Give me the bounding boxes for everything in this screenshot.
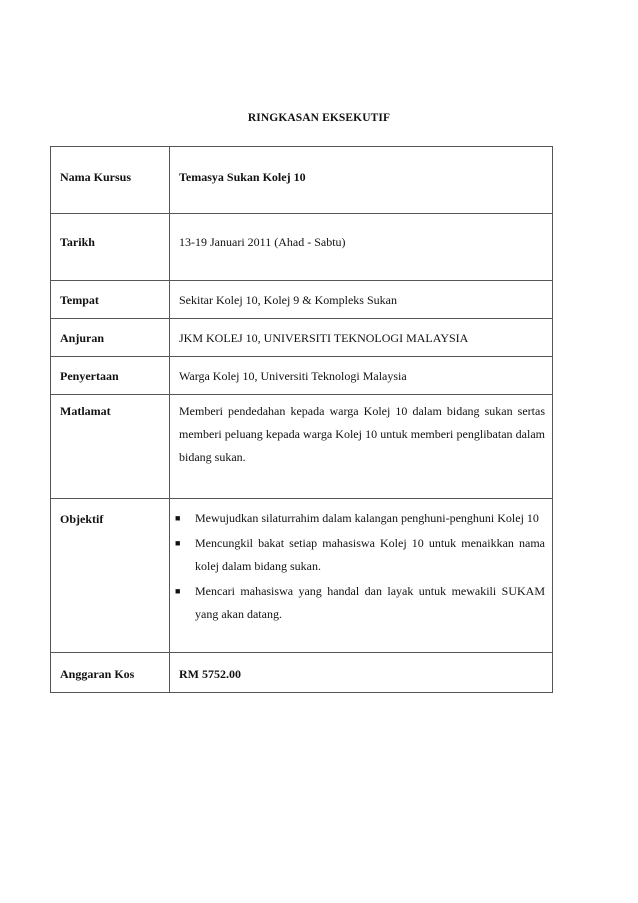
label-tarikh: Tarikh <box>60 235 95 249</box>
value-penyertaan: Warga Kolej 10, Universiti Teknologi Malaysia <box>179 369 407 383</box>
list-item <box>174 532 545 578</box>
row-label <box>51 147 170 214</box>
label-anggaran-kos: Anggaran Kos <box>60 667 135 681</box>
label-matlamat: Matlamat <box>60 404 111 418</box>
value-nama-kursus: Temasya Sukan Kolej 10 <box>179 170 306 184</box>
objective-text: Mencari mahasiswa yang handal dan layak untuk mewakili SUKAM yang akan datang. <box>195 584 545 621</box>
row-label <box>51 319 170 357</box>
table-row <box>51 357 553 395</box>
row-value <box>170 214 553 281</box>
label-penyertaan: Penyertaan <box>60 369 119 383</box>
row-value <box>170 395 553 499</box>
row-label <box>51 395 170 499</box>
value-matlamat: Memberi pendedahan kepada warga Kolej 10 dalam bidang sukan sertas memberi peluang kepada warga Kolej 10 untuk memberi penglibatan dalam bidang sukan. <box>179 404 545 464</box>
page-title: RINGKASAN EKSEKUTIF <box>247 112 391 124</box>
value-tempat: Sekitar Kolej 10, Kolej 9 & Kompleks Sukan <box>179 293 397 307</box>
table-row <box>51 653 553 693</box>
label-anjuran: Anjuran <box>60 331 105 345</box>
row-value <box>170 319 553 357</box>
label-nama-kursus: Nama Kursus <box>60 170 132 184</box>
row-label <box>51 281 170 319</box>
list-item <box>174 580 545 626</box>
row-value <box>170 147 553 214</box>
table-row <box>51 214 553 281</box>
table-row <box>51 147 553 214</box>
table-row <box>51 281 553 319</box>
bullet-icon: ■ <box>175 586 181 596</box>
value-anjuran: JKM KOLEJ 10, UNIVERSITI TEKNOLOGI MALAYSIA <box>179 331 469 345</box>
table-row <box>51 319 553 357</box>
row-value <box>170 357 553 395</box>
executive-summary-table <box>50 146 553 693</box>
table-row <box>51 395 553 499</box>
bullet-icon: ■ <box>175 513 181 523</box>
value-tarikh: 13-19 Januari 2011 (Ahad - Sabtu) <box>179 235 346 249</box>
row-value <box>170 653 553 693</box>
label-objektif: Objektif <box>60 512 104 526</box>
objective-list <box>174 499 545 626</box>
row-label <box>51 214 170 281</box>
row-value <box>170 499 553 653</box>
row-value <box>170 281 553 319</box>
value-anggaran-kos: RM 5752.00 <box>179 667 241 681</box>
list-item <box>174 507 545 530</box>
row-label <box>51 653 170 693</box>
table-row <box>51 499 553 653</box>
row-label <box>51 357 170 395</box>
row-label <box>51 499 170 653</box>
label-tempat: Tempat <box>60 293 99 307</box>
objective-text: Mencungkil bakat setiap mahasiswa Kolej 10 untuk menaikkan nama kolej dalam bidang sukan. <box>195 536 545 573</box>
objective-text: Mewujudkan silaturrahim dalam kalangan penghuni-penghuni Kolej 10 <box>195 511 539 525</box>
bullet-icon: ■ <box>175 538 181 548</box>
